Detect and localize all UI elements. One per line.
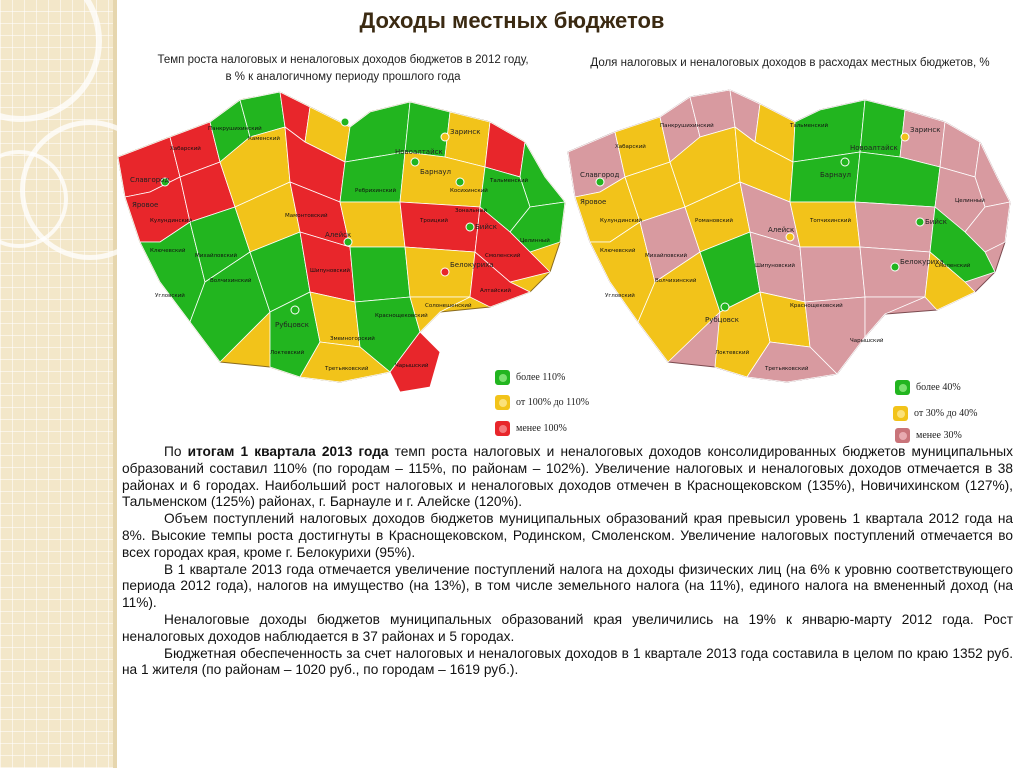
left-map-subtitle — [118, 52, 568, 86]
paragraph-bold: итогам 1 квартала 2013 года — [187, 444, 389, 459]
page-title: Доходы местных бюджетов — [359, 8, 665, 33]
city-label: Белокуриха — [900, 258, 944, 266]
city-marker — [341, 118, 349, 126]
legend-dot — [899, 432, 907, 440]
right-district — [860, 247, 930, 297]
district-label: Локтевский — [715, 350, 750, 356]
district-label: Солонешенский — [425, 303, 472, 309]
city-label: Яровое — [580, 198, 607, 206]
district-label: Краснощековский — [375, 313, 428, 319]
legend-swatch-yellow — [495, 395, 510, 410]
left-legend-item — [495, 395, 589, 410]
legend-label: менее 30% — [916, 430, 962, 441]
district-label: Угловский — [155, 293, 185, 299]
district-label: Ключевский — [600, 248, 636, 254]
left-map-subtitle-line2: в % к аналогичному периоду прошлого года — [225, 71, 461, 83]
district-label: Целинный — [955, 198, 985, 204]
paragraph-prefix: По — [164, 444, 188, 459]
district-label: Шипуновский — [310, 268, 351, 274]
left-map-subtitle-line1: Темп роста налоговых и неналоговых доходов бюджетов в 2012 году, — [157, 54, 529, 66]
paragraph: В 1 квартале 2013 года отмечается увеличение поступлений налога на доходы физических лиц (на 6% к уровню соответствующего периода 2012 года), налогов на имущество (на 13%), в том числе земельного налога (на 11%), единого налога на вмененный доход (на 11%). — [122, 561, 1013, 611]
left-map — [118, 92, 565, 392]
city-label: Новоалтайск — [395, 148, 443, 156]
city-marker — [456, 178, 464, 186]
left-legend-item — [495, 370, 565, 385]
district-label: Чарышский — [395, 363, 429, 369]
district-label: Хабарский — [615, 144, 646, 150]
city-label: Заринск — [450, 128, 481, 136]
district-label: Михайловский — [645, 253, 688, 259]
district-label: Зональный — [455, 208, 488, 214]
right-district — [855, 202, 935, 252]
city-label: Рубцовск — [275, 321, 309, 329]
district-label: Мамонтовский — [285, 213, 328, 219]
city-label: Белокуриха — [450, 261, 494, 269]
left-district — [405, 247, 475, 297]
district-label: Хабарский — [170, 146, 201, 152]
district-label: Ключевский — [150, 248, 186, 254]
right-map-subtitle: Доля налоговых и неналоговых доходов в расходах местных бюджетов, % — [590, 57, 990, 69]
district-label: Шипуновский — [755, 263, 796, 269]
district-label: Третьяковский — [765, 366, 809, 372]
legend-dot — [499, 399, 507, 407]
right-district — [790, 202, 860, 247]
district-label: Змеиногорский — [330, 336, 375, 342]
city-marker — [466, 223, 474, 231]
district-label: Алтайский — [480, 288, 511, 294]
paragraph: Неналоговые доходы бюджетов муниципальных образований края увеличились на 19% к январю-марту 2012 года. Рост неналоговых доходов наблюдается в 37 районах и 5 городах. — [122, 611, 1013, 644]
city-label: Бийск — [475, 223, 497, 231]
right-district — [800, 247, 865, 302]
city-marker — [596, 178, 604, 186]
legend-swatch-yellow — [893, 406, 908, 421]
paragraph — [122, 444, 1013, 511]
city-label: Славгород — [580, 171, 620, 179]
city-label: Славгород — [130, 176, 170, 184]
right-legend-item — [895, 380, 961, 395]
district-label: Ребрихинский — [355, 188, 397, 194]
legend-label: от 100% до 110% — [516, 397, 590, 408]
legend-swatch-green — [495, 370, 510, 385]
city-label: Алейск — [768, 226, 795, 234]
district-label: Каменский — [248, 136, 280, 142]
district-label: Смоленский — [485, 253, 521, 259]
city-marker — [916, 218, 924, 226]
right-map — [568, 90, 1010, 382]
paragraph: Объем поступлений налоговых доходов бюджетов муниципальных образований края превысил уровень 1 квартала 2012 года на 8%. Высокие темпы роста достигнуты в Краснощековском, Родинском, Смоленском. Увеличение налоговых поступлений отмечается во всех городах края, кроме г. Белокурихи (95%). — [122, 511, 1013, 560]
city-marker — [841, 158, 849, 166]
city-marker — [411, 158, 419, 166]
district-label: Локтевский — [270, 350, 305, 356]
district-label: Романовский — [695, 218, 733, 224]
district-label: Панкрушихинский — [660, 123, 714, 129]
district-label: Чарышский — [850, 338, 884, 344]
right-legend-item — [895, 428, 962, 443]
city-label: Барнаул — [420, 168, 452, 176]
district-label: Волчихинский — [655, 278, 697, 284]
city-label: Яровое — [132, 201, 159, 209]
city-marker — [441, 268, 449, 276]
district-label: Панкрушихинский — [208, 126, 262, 132]
city-label: Барнаул — [820, 171, 852, 179]
legend-label: более 110% — [516, 372, 566, 383]
legend-swatch-red — [495, 421, 510, 436]
district-label: Топчихинский — [810, 218, 852, 224]
district-label: Троицкий — [420, 218, 449, 224]
legend-dot — [499, 425, 507, 433]
district-label: Косихинский — [450, 188, 488, 194]
district-label: Кулундинский — [150, 218, 192, 224]
city-label: Алейск — [325, 231, 352, 239]
legend-label: менее 100% — [516, 423, 567, 434]
city-label: Новоалтайск — [850, 144, 898, 152]
district-label: Смоленский — [935, 263, 971, 269]
district-label: Кулундинский — [600, 218, 642, 224]
legend-dot — [899, 384, 907, 392]
city-marker — [901, 133, 909, 141]
district-label: Третьяковский — [325, 366, 369, 372]
paragraph-rest: темп роста налоговых и неналоговых доходов консолидированных бюджетов муниципальных образований составил 110% (по городам – 115%, по районам – 102%). Увеличение налоговых и неналоговых доходов отмечается в 38 районах и 6 городах. Наибольший рост налоговых и неналоговых доходов отмечен в Краснощековском (135%), Новичихинском (127%), Тальменском (125%) районах, г. Барнауле и г. Алейске (120%). — [122, 444, 1013, 510]
left-legend-item — [495, 421, 567, 436]
city-marker — [344, 238, 352, 246]
district-label: Тальменский — [790, 123, 829, 129]
district-label: Целинный — [520, 238, 550, 244]
city-marker — [891, 263, 899, 271]
body-text — [122, 444, 1013, 679]
city-marker — [441, 133, 449, 141]
maps-canvas — [110, 82, 1024, 432]
paragraph: Бюджетная обеспеченность за счет налоговых и неналоговых доходов в 1 квартале 2013 года составила в целом по краю 1352 руб. на 1 жителя (по районам – 1020 руб., по городам – 1619 руб.). — [122, 645, 1013, 678]
legend-dot — [897, 410, 905, 418]
right-legend-item — [893, 406, 978, 421]
city-marker — [786, 233, 794, 241]
legend-swatch-pink — [895, 428, 910, 443]
legend-swatch-green — [895, 380, 910, 395]
district-label: Тальменский — [490, 178, 529, 184]
district-label: Волчихинский — [210, 278, 252, 284]
legend-label: более 40% — [916, 382, 961, 393]
legend-label: от 30% до 40% — [914, 408, 978, 419]
city-marker — [721, 303, 729, 311]
district-label: Угловский — [605, 293, 635, 299]
district-label: Краснощековский — [790, 303, 843, 309]
district-label: Михайловский — [195, 253, 238, 259]
city-label: Бийск — [925, 218, 947, 226]
city-label: Рубцовск — [705, 316, 739, 324]
legend-dot — [499, 374, 507, 382]
city-marker — [291, 306, 299, 314]
city-label: Заринск — [910, 126, 941, 134]
left-district — [350, 247, 410, 302]
